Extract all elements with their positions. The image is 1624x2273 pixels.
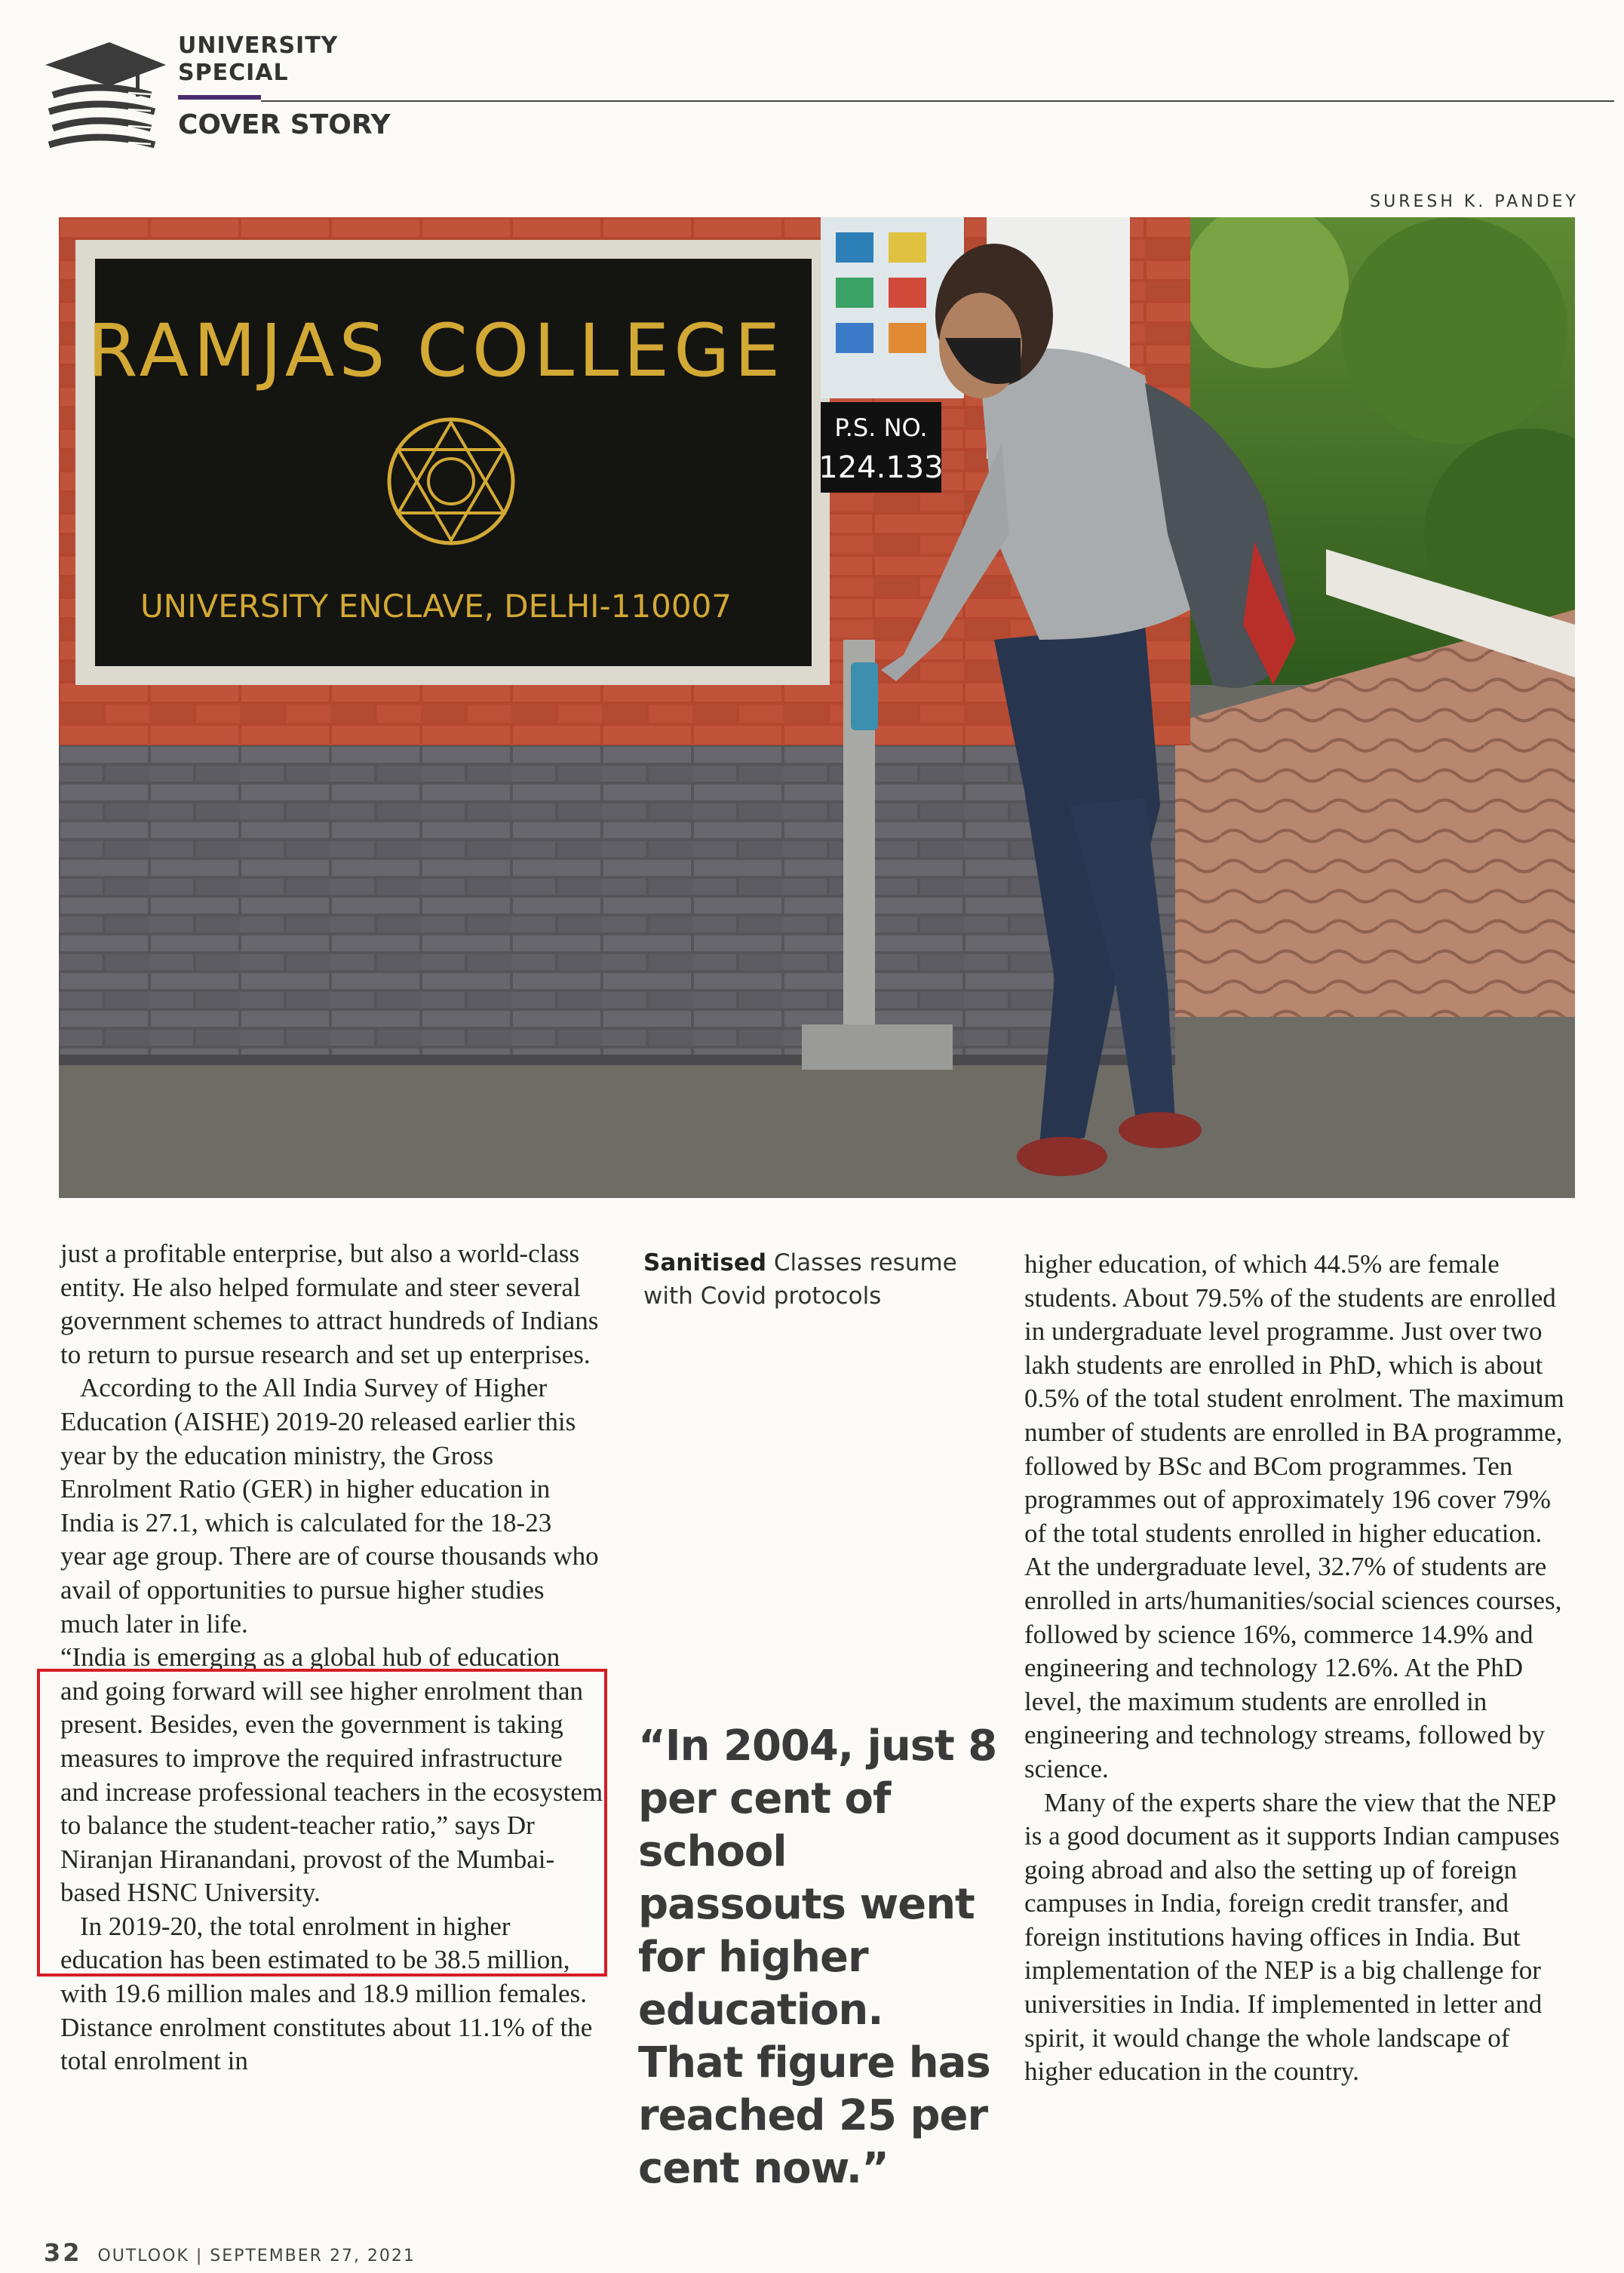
column3-paragraph-2: Many of the experts share the view that the NEP is a good document as it supports Indian campuses going abroad and also the setting up of foreign campuses in India, foreign credit transfer, and foreign institutions having offices in India. But implementation of the NEP is a big challenge for universities in India. If implemented in letter and spirit, it would change the whole landscape of higher education in the country. bbox=[1024, 1787, 1560, 2087]
photo-caption bbox=[643, 1246, 998, 1313]
photo-credit: SURESH K. PANDEY bbox=[1370, 192, 1579, 211]
section-label-special: SPECIAL bbox=[178, 60, 289, 86]
section-accent-bar bbox=[178, 95, 261, 100]
section-header bbox=[38, 23, 1584, 151]
column1-paragraph-4: In 2019-20, the total enrolment in higher education has been estimated to be 38.5 million, with 19.6 million males and 18.9 million females. Distance enrolment constitutes about 11.1% of the total enrolment in bbox=[60, 1911, 593, 2076]
page-number: 32 bbox=[44, 2238, 82, 2267]
article-column-3 bbox=[1024, 1248, 1571, 2089]
column1-paragraph-1: just a profitable enterprise, but also a world-class entity. He also helped formulate and steer several government schemes to attract hundreds of Indians to return to pursue research and set up enterprises. bbox=[60, 1239, 599, 1369]
graduation-cap-books-icon bbox=[38, 36, 166, 149]
header-rule bbox=[261, 100, 1614, 102]
column1-paragraph-2: According to the All India Survey of Higher Education (AISHE) 2019-20 released earlier this year by the education ministry, the Gross Enrolment Ratio (GER) in higher education in India is 27.1, which is calculated for the 18-23 year age group. There are of course thousands who avail of opportunities to pursue higher studies much later in life. bbox=[60, 1373, 599, 1639]
sign-college-name: RAMJAS COLLEGE bbox=[87, 309, 785, 393]
page-footer bbox=[44, 2238, 416, 2268]
article-photo bbox=[59, 217, 1575, 1198]
column1-paragraph-3: “India is emerging as a global hub of education and going forward will see higher enrolment than present. Besides, even the government is taking measures to improve the required infrastructure and increase professional teachers in the ecosystem to balance the student-teacher ratio,” says Dr Niranjan Hiranandani, provost of the Mumbai-based HSNC University. bbox=[60, 1642, 603, 1908]
section-label-cover-story: COVER STORY bbox=[178, 109, 391, 140]
ps-label: P.S. NO. bbox=[834, 413, 928, 442]
ps-number: 124.133 bbox=[818, 450, 944, 485]
sign-address: UNIVERSITY ENCLAVE, DELHI-110007 bbox=[140, 588, 732, 625]
photo-illustration bbox=[59, 217, 1575, 1198]
highlight-box bbox=[37, 1669, 607, 1977]
column3-paragraph-1: higher education, of which 44.5% are female students. About 79.5% of the students are enrolled in undergraduate level programme. Just over two lakh students are enrolled in PhD, which is about 0.5% of the total student enrolment. The maximum number of students are enrolled in BA programme, followed by BSc and BCom programmes. Ten programmes out of approximately 196 cover 79% of the total students enrolled in higher education. At the undergraduate level, 32.7% of students are enrolled in arts/humanities/social sciences courses, followed by science 16%, commerce 14.9% and engineering and technology 12.6%. At the PhD level, the maximum students are enrolled in engineering and technology streams, followed by science. bbox=[1024, 1249, 1564, 1783]
magazine-dateline: OUTLOOK | SEPTEMBER 27, 2021 bbox=[97, 2247, 416, 2265]
caption-text: Classes resume with Covid protocols bbox=[643, 1249, 957, 1310]
section-label-university: UNIVERSITY bbox=[178, 32, 339, 59]
pull-quote: “In 2004, just 8 per cent of school passouts went for higher education. That figure has reached 25 per cent now.” bbox=[638, 1722, 997, 2193]
caption-bold-label: Sanitised bbox=[643, 1249, 767, 1276]
